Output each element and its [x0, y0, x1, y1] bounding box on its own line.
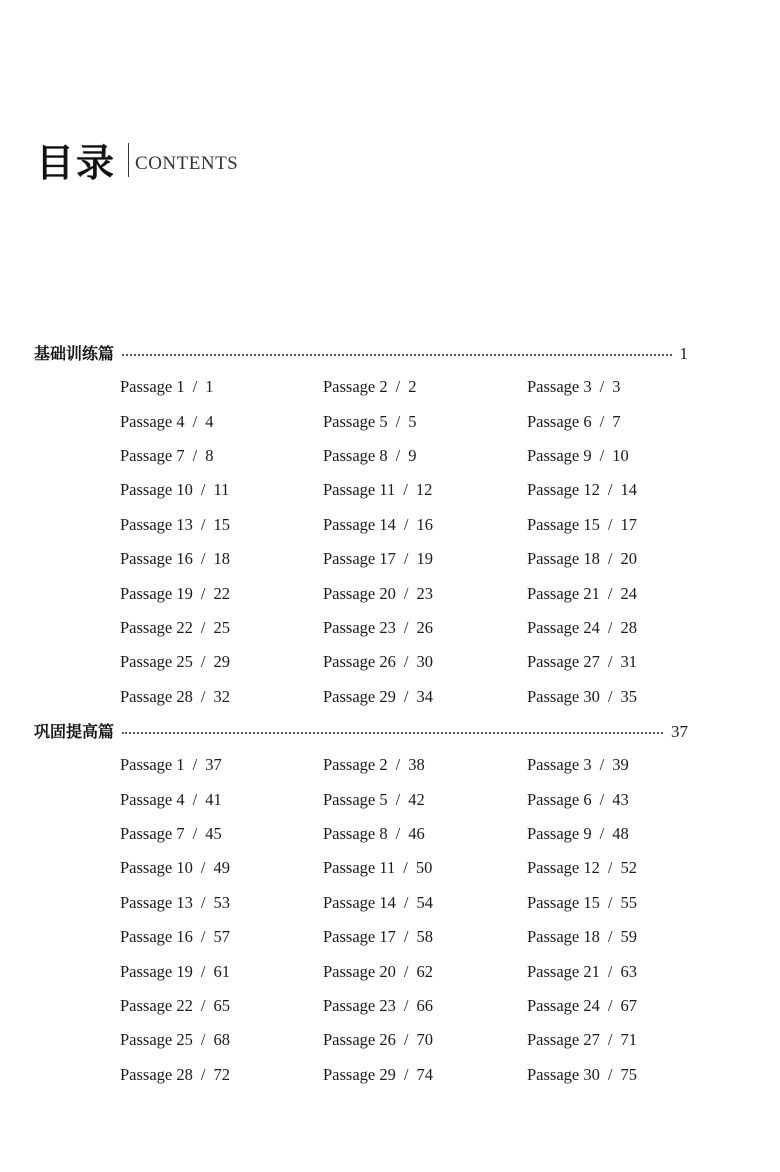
toc-entry[interactable] — [120, 782, 323, 816]
entry-separator: / — [200, 617, 206, 637]
toc-entry[interactable] — [527, 782, 680, 816]
toc-entry[interactable] — [527, 576, 680, 610]
entry-label: Passage 13 — [120, 514, 193, 534]
toc-entry[interactable] — [527, 404, 680, 438]
entry-label: Passage 5 — [323, 411, 388, 431]
toc-entry[interactable] — [120, 370, 323, 404]
entry-separator: / — [200, 686, 206, 706]
entry-page-number: 67 — [620, 995, 637, 1015]
toc-entry[interactable] — [323, 989, 527, 1023]
entry-page-number: 3 — [612, 377, 621, 397]
entry-label: Passage 15 — [527, 514, 600, 534]
entry-page-number: 63 — [620, 961, 637, 981]
toc-entry[interactable] — [120, 920, 323, 954]
entry-separator: / — [200, 583, 206, 603]
entry-page-number: 62 — [416, 961, 433, 981]
entry-label: Passage 20 — [323, 583, 396, 603]
page-title-en: CONTENTS — [135, 152, 239, 174]
entry-page-number: 10 — [612, 445, 629, 465]
toc-entry[interactable] — [323, 1058, 527, 1092]
entry-label: Passage 14 — [323, 892, 396, 912]
entry-separator: / — [607, 892, 613, 912]
entry-separator: / — [200, 995, 206, 1015]
entry-page-number: 59 — [620, 927, 637, 947]
entry-separator: / — [607, 961, 613, 981]
toc-entry[interactable] — [120, 748, 323, 782]
entry-label: Passage 27 — [527, 652, 600, 672]
toc-entry[interactable] — [120, 508, 323, 542]
entry-label: Passage 26 — [323, 1030, 396, 1050]
entry-label: Passage 24 — [527, 995, 600, 1015]
entry-separator: / — [607, 686, 613, 706]
entry-label: Passage 1 — [120, 755, 185, 775]
entry-page-number: 15 — [213, 514, 230, 534]
toc-entry[interactable] — [527, 680, 680, 714]
entry-page-number: 2 — [408, 377, 417, 397]
entry-separator: / — [403, 995, 409, 1015]
section-title: 巩固提高篇 — [34, 722, 115, 741]
page-header — [36, 132, 238, 187]
entry-page-number: 55 — [620, 892, 637, 912]
entry-separator: / — [599, 755, 605, 775]
entry-page-number: 71 — [620, 1030, 637, 1050]
dot-leader — [122, 732, 663, 734]
entry-label: Passage 3 — [527, 755, 592, 775]
entry-separator: / — [403, 514, 409, 534]
entry-label: Passage 14 — [323, 514, 396, 534]
entry-label: Passage 19 — [120, 961, 193, 981]
entry-label: Passage 6 — [527, 411, 592, 431]
page-title-cn: 目录 — [36, 141, 117, 185]
entry-separator: / — [395, 755, 401, 775]
entry-label: Passage 25 — [120, 1030, 193, 1050]
entry-label: Passage 1 — [120, 377, 185, 397]
toc-entry[interactable] — [120, 404, 323, 438]
entry-label: Passage 28 — [120, 1064, 193, 1084]
entry-label: Passage 4 — [120, 789, 185, 809]
entry-separator: / — [192, 377, 198, 397]
entry-label: Passage 22 — [120, 995, 193, 1015]
entry-page-number: 48 — [612, 823, 629, 843]
toc-entry[interactable] — [527, 611, 680, 645]
entry-label: Passage 21 — [527, 961, 600, 981]
entry-separator: / — [403, 858, 408, 878]
entry-page-number: 38 — [408, 755, 425, 775]
toc-entry[interactable] — [323, 851, 527, 885]
entry-page-number: 46 — [408, 823, 425, 843]
entry-page-number: 29 — [213, 652, 230, 672]
entry-separator: / — [599, 789, 605, 809]
entry-label: Passage 7 — [120, 445, 185, 465]
entry-page-number: 50 — [415, 858, 433, 878]
entry-page-number: 45 — [205, 823, 222, 843]
entry-separator: / — [607, 995, 613, 1015]
entry-page-number: 41 — [205, 789, 222, 809]
entry-label: Passage 2 — [323, 377, 388, 397]
title-divider — [128, 143, 129, 177]
entry-separator: / — [403, 686, 409, 706]
entry-separator: / — [200, 961, 206, 981]
toc-entry[interactable] — [323, 748, 527, 782]
entry-separator: / — [599, 411, 605, 431]
toc-entry[interactable] — [120, 851, 323, 885]
entry-label: Passage 22 — [120, 617, 193, 637]
entry-page-number: 49 — [213, 858, 230, 878]
toc-entry[interactable] — [323, 1023, 527, 1057]
toc-entry[interactable] — [323, 680, 527, 714]
entry-separator: / — [403, 961, 409, 981]
entry-page-number: 34 — [416, 686, 433, 706]
entry-page-number: 11 — [213, 480, 230, 500]
entry-separator: / — [395, 377, 401, 397]
toc-entry[interactable] — [120, 576, 323, 610]
entry-separator: / — [607, 858, 613, 878]
toc-entry[interactable] — [527, 1058, 680, 1092]
entry-page-number: 17 — [620, 514, 637, 534]
entry-label: Passage 7 — [120, 823, 185, 843]
entry-page-number: 9 — [408, 445, 417, 465]
entry-page-number: 5 — [408, 411, 417, 431]
toc-entry[interactable] — [323, 782, 527, 816]
entry-label: Passage 2 — [323, 755, 388, 775]
entry-label: Passage 29 — [323, 686, 396, 706]
entry-label: Passage 12 — [527, 480, 600, 500]
entry-page-number: 18 — [213, 549, 230, 569]
entry-page-number: 16 — [416, 514, 433, 534]
entry-separator: / — [192, 755, 198, 775]
entry-label: Passage 17 — [323, 549, 396, 569]
entry-page-number: 7 — [612, 411, 621, 431]
entry-label: Passage 29 — [323, 1064, 396, 1084]
entry-separator: / — [200, 1064, 206, 1084]
entry-separator: / — [403, 892, 409, 912]
entry-page-number: 53 — [213, 892, 230, 912]
toc-entry[interactable] — [527, 851, 680, 885]
entry-page-number: 23 — [416, 583, 433, 603]
entry-page-number: 35 — [620, 686, 637, 706]
entry-page-number: 4 — [205, 411, 214, 431]
toc-entry[interactable] — [527, 1023, 680, 1057]
entry-page-number: 25 — [213, 617, 230, 637]
entry-label: Passage 30 — [527, 686, 600, 706]
toc-entry[interactable] — [527, 508, 680, 542]
entry-label: Passage 18 — [527, 549, 600, 569]
entry-label: Passage 23 — [323, 995, 396, 1015]
entry-separator: / — [192, 823, 198, 843]
entry-page-number: 57 — [213, 927, 230, 947]
entry-label: Passage 3 — [527, 377, 592, 397]
entry-label: Passage 5 — [323, 789, 388, 809]
entry-label: Passage 17 — [323, 927, 396, 947]
entry-separator: / — [607, 1030, 613, 1050]
entry-separator: / — [200, 1030, 206, 1050]
toc-entry[interactable] — [323, 473, 527, 507]
toc-entry[interactable] — [527, 542, 680, 576]
toc-entry[interactable] — [120, 817, 323, 851]
toc-entry[interactable] — [323, 576, 527, 610]
entry-separator: / — [599, 445, 605, 465]
entry-separator: / — [607, 1064, 613, 1084]
toc-entry[interactable] — [323, 817, 527, 851]
dot-leader — [122, 354, 671, 356]
toc-grid-advanced — [120, 748, 680, 1092]
entry-separator: / — [607, 549, 613, 569]
entry-page-number: 72 — [213, 1064, 230, 1084]
entry-page-number: 65 — [213, 995, 230, 1015]
entry-separator: / — [607, 617, 613, 637]
entry-label: Passage 13 — [120, 892, 193, 912]
entry-separator: / — [403, 652, 409, 672]
toc-entry[interactable] — [527, 439, 680, 473]
toc-entry[interactable] — [120, 439, 323, 473]
entry-label: Passage 28 — [120, 686, 193, 706]
entry-page-number: 14 — [620, 480, 637, 500]
entry-label: Passage 9 — [527, 445, 592, 465]
entry-label: Passage 15 — [527, 892, 600, 912]
entry-label: Passage 6 — [527, 789, 592, 809]
section-page-number: 1 — [679, 344, 688, 363]
entry-separator: / — [599, 377, 605, 397]
toc-entry[interactable] — [527, 954, 680, 988]
entry-page-number: 19 — [416, 549, 433, 569]
entry-label: Passage 12 — [527, 858, 600, 878]
entry-separator: / — [403, 480, 408, 500]
entry-separator: / — [200, 480, 206, 500]
entry-label: Passage 20 — [323, 961, 396, 981]
entry-separator: / — [200, 858, 206, 878]
entry-separator: / — [200, 652, 206, 672]
entry-separator: / — [403, 549, 409, 569]
entry-label: Passage 9 — [527, 823, 592, 843]
entry-page-number: 66 — [416, 995, 433, 1015]
entry-page-number: 31 — [620, 652, 637, 672]
entry-page-number: 43 — [612, 789, 629, 809]
entry-page-number: 52 — [620, 858, 637, 878]
toc-entry[interactable] — [323, 611, 527, 645]
toc-entry[interactable] — [323, 886, 527, 920]
entry-label: Passage 4 — [120, 411, 185, 431]
entry-separator: / — [403, 583, 409, 603]
toc-entry[interactable] — [323, 508, 527, 542]
entry-page-number: 30 — [416, 652, 433, 672]
entry-separator: / — [403, 1030, 409, 1050]
toc-section-basic[interactable] — [34, 341, 688, 364]
toc-entry[interactable] — [323, 404, 527, 438]
entry-label: Passage 16 — [120, 927, 193, 947]
entry-page-number: 22 — [213, 583, 230, 603]
toc-entry[interactable] — [527, 817, 680, 851]
toc-grid-basic — [120, 370, 680, 714]
entry-separator: / — [200, 549, 206, 569]
entry-label: Passage 30 — [527, 1064, 600, 1084]
entry-label: Passage 16 — [120, 549, 193, 569]
entry-label: Passage 27 — [527, 1030, 600, 1050]
entry-page-number: 75 — [620, 1064, 637, 1084]
entry-separator: / — [192, 445, 198, 465]
toc-entry[interactable] — [120, 954, 323, 988]
toc-entry[interactable] — [120, 1023, 323, 1057]
entry-page-number: 37 — [205, 755, 222, 775]
section-page-number: 37 — [671, 722, 688, 741]
entry-separator: / — [200, 892, 206, 912]
entry-separator: / — [403, 1064, 409, 1084]
entry-separator: / — [192, 411, 198, 431]
toc-entry[interactable] — [527, 920, 680, 954]
entry-label: Passage 10 — [120, 858, 193, 878]
entry-page-number: 8 — [205, 445, 214, 465]
entry-label: Passage 25 — [120, 652, 193, 672]
entry-page-number: 1 — [205, 377, 214, 397]
toc-entry[interactable] — [527, 748, 680, 782]
toc-entry[interactable] — [120, 886, 323, 920]
section-title: 基础训练篇 — [34, 344, 115, 363]
entry-separator: / — [607, 480, 613, 500]
entry-label: Passage 8 — [323, 823, 388, 843]
toc-entry[interactable] — [527, 886, 680, 920]
entry-separator: / — [395, 445, 401, 465]
toc-entry[interactable] — [120, 645, 323, 679]
entry-label: Passage 10 — [120, 480, 193, 500]
entry-page-number: 26 — [416, 617, 433, 637]
toc-entry[interactable] — [323, 645, 527, 679]
entry-label: Passage 21 — [527, 583, 600, 603]
entry-page-number: 70 — [416, 1030, 433, 1050]
toc-entry[interactable] — [323, 439, 527, 473]
entry-page-number: 20 — [620, 549, 637, 569]
entry-label: Passage 18 — [527, 927, 600, 947]
entry-label: Passage 11 — [323, 480, 396, 500]
entry-page-number: 12 — [415, 480, 433, 500]
toc-entry[interactable] — [323, 920, 527, 954]
entry-page-number: 32 — [213, 686, 230, 706]
toc-entry[interactable] — [120, 542, 323, 576]
entry-separator: / — [200, 927, 206, 947]
entry-separator: / — [403, 927, 409, 947]
toc-entry[interactable] — [527, 645, 680, 679]
entry-label: Passage 8 — [323, 445, 388, 465]
entry-separator: / — [599, 823, 605, 843]
entry-separator: / — [395, 789, 401, 809]
entry-separator: / — [607, 652, 613, 672]
toc-entry[interactable] — [120, 989, 323, 1023]
entry-separator: / — [200, 514, 206, 534]
toc-entry[interactable] — [323, 542, 527, 576]
entry-page-number: 54 — [416, 892, 433, 912]
entry-page-number: 58 — [416, 927, 433, 947]
toc-entry[interactable] — [527, 370, 680, 404]
entry-separator: / — [607, 583, 613, 603]
toc-entry[interactable] — [120, 680, 323, 714]
entry-page-number: 74 — [416, 1064, 433, 1084]
entry-separator: / — [395, 823, 401, 843]
toc-section-advanced[interactable] — [34, 719, 688, 742]
entry-separator: / — [395, 411, 401, 431]
entry-label: Passage 23 — [323, 617, 396, 637]
entry-separator: / — [403, 617, 409, 637]
entry-page-number: 28 — [620, 617, 637, 637]
toc-entry[interactable] — [120, 611, 323, 645]
toc-entry[interactable] — [120, 473, 323, 507]
entry-page-number: 68 — [213, 1030, 230, 1050]
entry-page-number: 61 — [213, 961, 230, 981]
toc-entry[interactable] — [527, 473, 680, 507]
toc-entry[interactable] — [323, 954, 527, 988]
entry-label: Passage 26 — [323, 652, 396, 672]
entry-label: Passage 11 — [323, 858, 396, 878]
entry-label: Passage 24 — [527, 617, 600, 637]
toc-entry[interactable] — [527, 989, 680, 1023]
entry-label: Passage 19 — [120, 583, 193, 603]
toc-entry[interactable] — [323, 370, 527, 404]
entry-separator: / — [607, 927, 613, 947]
entry-page-number: 39 — [612, 755, 629, 775]
toc-entry[interactable] — [120, 1058, 323, 1092]
entry-separator: / — [192, 789, 198, 809]
entry-page-number: 42 — [408, 789, 425, 809]
entry-separator: / — [607, 514, 613, 534]
entry-page-number: 24 — [620, 583, 637, 603]
